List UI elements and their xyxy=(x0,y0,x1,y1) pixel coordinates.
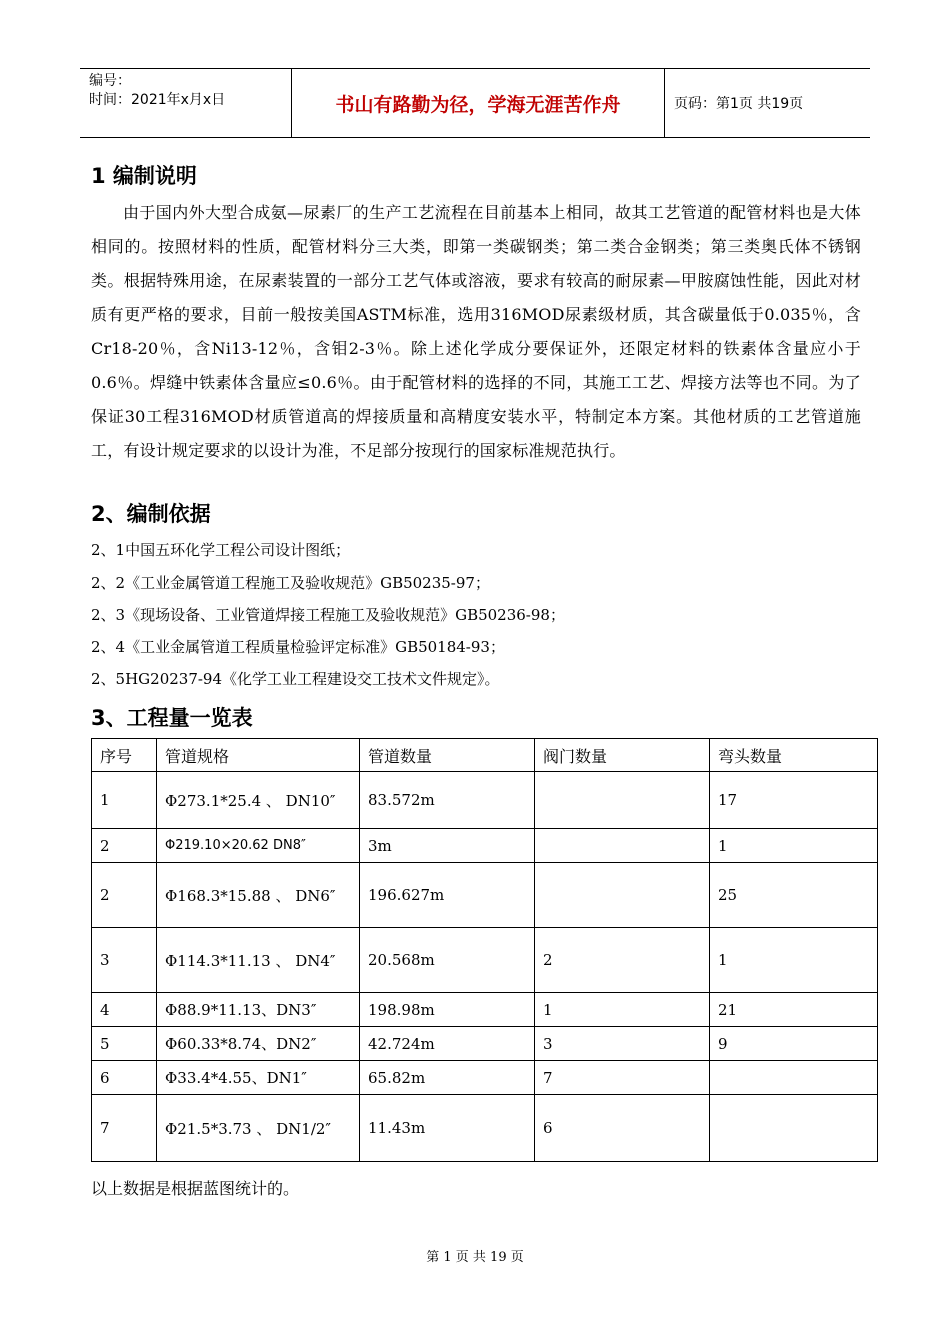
table-cell: 196.627m xyxy=(360,863,535,928)
table-cell: 6 xyxy=(535,1095,710,1162)
section-3-heading: 3、工程量一览表 xyxy=(91,706,253,730)
table-cell: 1 xyxy=(710,928,878,993)
section-1-body xyxy=(91,196,861,468)
table-cell: 9 xyxy=(710,1027,878,1061)
table-cell: 5 xyxy=(92,1027,157,1061)
table-row xyxy=(92,928,878,993)
table-cell: Φ88.9*11.13、DN3″ xyxy=(157,993,360,1027)
table-row xyxy=(92,772,878,829)
reference-item: 2、1中国五环化学工程公司设计图纸； xyxy=(91,541,351,559)
column-header: 序号 xyxy=(92,739,157,772)
table-cell xyxy=(710,1061,878,1095)
table-cell: 1 xyxy=(535,993,710,1027)
reference-item: 2、4《工业金属管道工程质量检验评定标准》GB50184-93； xyxy=(91,638,505,656)
table-cell: 1 xyxy=(710,829,878,863)
table-cell: 21 xyxy=(710,993,878,1027)
table-cell: 198.98m xyxy=(360,993,535,1027)
table-row xyxy=(92,863,878,928)
reference-item: 2、5HG20237-94《化学工业工程建设交工技术文件规定》。 xyxy=(91,670,500,688)
column-header: 阀门数量 xyxy=(535,739,710,772)
table-cell: 20.568m xyxy=(360,928,535,993)
header-motto: 书山有路勤为径，学海无涯苦作舟 xyxy=(291,69,665,137)
column-header: 弯头数量 xyxy=(710,739,878,772)
column-header: 管道数量 xyxy=(360,739,535,772)
table-cell: 7 xyxy=(92,1095,157,1162)
table-cell: 1 xyxy=(92,772,157,829)
table-cell: 7 xyxy=(535,1061,710,1095)
table-cell: Φ21.5*3.73 、 DN1/2″ xyxy=(157,1095,360,1162)
table-row xyxy=(92,1061,878,1095)
table-cell: 3 xyxy=(535,1027,710,1061)
reference-item: 2、2《工业金属管道工程施工及验收规范》GB50235-97； xyxy=(91,574,490,592)
table-cell xyxy=(535,772,710,829)
table-cell xyxy=(710,1095,878,1162)
table-cell: 3 xyxy=(92,928,157,993)
column-header: 管道规格 xyxy=(157,739,360,772)
table-row xyxy=(92,1027,878,1061)
doc-date: 时间：2021年x月x日 xyxy=(89,92,226,108)
section-1-heading: 1 编制说明 xyxy=(91,164,197,188)
table-cell: 17 xyxy=(710,772,878,829)
table-cell xyxy=(535,863,710,928)
page-header xyxy=(80,68,870,138)
header-meta xyxy=(80,69,291,137)
table-header-row xyxy=(92,739,878,772)
table-cell: Φ273.1*25.4 、 DN10″ xyxy=(157,772,360,829)
quantity-table xyxy=(91,738,878,1162)
table-cell: 2 xyxy=(535,928,710,993)
table-cell: 25 xyxy=(710,863,878,928)
doc-number: 编号： xyxy=(89,73,131,89)
table-cell: Φ33.4*4.55、DN1″ xyxy=(157,1061,360,1095)
table-cell: 2 xyxy=(92,863,157,928)
table-cell: Φ114.3*11.13 、 DN4″ xyxy=(157,928,360,993)
table-cell: 65.82m xyxy=(360,1061,535,1095)
table-cell: 6 xyxy=(92,1061,157,1095)
table-cell: 11.43m xyxy=(360,1095,535,1162)
table-cell: Φ219.10×20.62 DN8″ xyxy=(157,829,360,863)
section-1-paragraph: 由于国内外大型合成氨—尿素厂的生产工艺流程在目前基本上相同，故其工艺管道的配管材料也是大体相同的。按照材料的性质，配管材料分三大类，即第一类碳钢类；第二类合金钢类；第三类奥氏体不锈钢类。根据特殊用途，在尿素装置的一部分工艺气体或溶液，要求有较高的耐尿素—甲胺腐蚀性能，因此对材质有更严格的要求，目前一般按美国ASTM标准，选用316MOD尿素级材质，其含碳量低于0.035％，含Cr18-20％，含Ni13-12％，含钼2-3％。除上述化学成分要保证外，还限定材料的铁素体含量应小于0.6％。焊缝中铁素体含量应≤0.6％。由于配管材料的选择的不同，其施工工艺、焊接方法等也不同。为了保证30工程316MOD材质管道高的焊接质量和高精度安装水平，特制定本方案。其他材质的工艺管道施工，有设计规定要求的以设计为准，不足部分按现行的国家标准规范执行。 xyxy=(91,203,861,460)
reference-item: 2、3《现场设备、工业管道焊接工程施工及验收规范》GB50236-98； xyxy=(91,606,565,624)
table-note: 以上数据是根据蓝图统计的。 xyxy=(91,1179,300,1198)
table-cell: Φ168.3*15.88 、 DN6″ xyxy=(157,863,360,928)
table-cell: 4 xyxy=(92,993,157,1027)
table-cell: 3m xyxy=(360,829,535,863)
table-cell: 2 xyxy=(92,829,157,863)
header-page-number: 页码：第1页 共19页 xyxy=(674,96,804,112)
table-cell: 83.572m xyxy=(360,772,535,829)
table-cell: 42.724m xyxy=(360,1027,535,1061)
table-row xyxy=(92,829,878,863)
table-row xyxy=(92,993,878,1027)
page-footer: 第 1 页 共 19 页 xyxy=(426,1250,524,1265)
table-cell: Φ60.33*8.74、DN2″ xyxy=(157,1027,360,1061)
section-2-heading: 2、编制依据 xyxy=(91,502,211,526)
table-cell xyxy=(535,829,710,863)
table-row xyxy=(92,1095,878,1162)
